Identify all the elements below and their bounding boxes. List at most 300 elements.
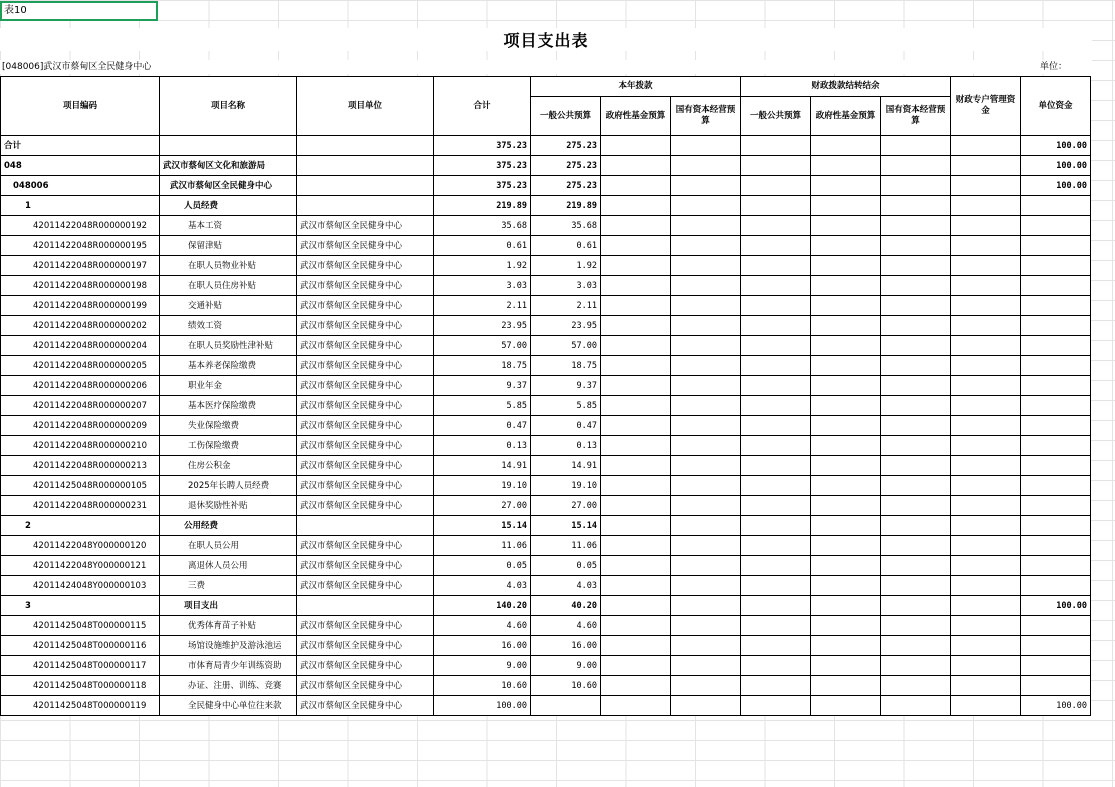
- cell-general[interactable]: 3.03: [531, 276, 601, 296]
- cell-code[interactable]: 42011422048Y000000121: [1, 556, 160, 576]
- cell-code[interactable]: 42011425048R000000105: [1, 476, 160, 496]
- cell-state-carry[interactable]: [881, 136, 951, 156]
- cell-state[interactable]: [671, 476, 741, 496]
- cell-name[interactable]: 在职人员物业补贴: [160, 256, 297, 276]
- cell-total[interactable]: 23.95: [434, 316, 531, 336]
- cell-unit[interactable]: 武汉市蔡甸区全民健身中心: [297, 456, 434, 476]
- cell-special[interactable]: [951, 676, 1021, 696]
- cell-special[interactable]: [951, 416, 1021, 436]
- cell-fund-carry[interactable]: [811, 456, 881, 476]
- cell-state[interactable]: [671, 496, 741, 516]
- cell-state[interactable]: [671, 536, 741, 556]
- cell-fund-carry[interactable]: [811, 236, 881, 256]
- cell-general-carry[interactable]: [741, 136, 811, 156]
- cell-own[interactable]: [1021, 396, 1091, 416]
- cell-state[interactable]: [671, 516, 741, 536]
- table-row[interactable]: [1, 316, 1091, 336]
- cell-unit[interactable]: 武汉市蔡甸区全民健身中心: [297, 396, 434, 416]
- cell-total[interactable]: 0.05: [434, 556, 531, 576]
- cell-fund-carry[interactable]: [811, 696, 881, 716]
- cell-code[interactable]: 3: [1, 596, 160, 616]
- cell-general-carry[interactable]: [741, 636, 811, 656]
- cell-general-carry[interactable]: [741, 176, 811, 196]
- cell-name[interactable]: 基本医疗保险缴费: [160, 396, 297, 416]
- cell-unit[interactable]: 武汉市蔡甸区全民健身中心: [297, 216, 434, 236]
- cell-fund[interactable]: [601, 216, 671, 236]
- cell-name[interactable]: 武汉市蔡甸区全民健身中心: [160, 176, 297, 196]
- cell-general[interactable]: 18.75: [531, 356, 601, 376]
- cell-total[interactable]: 219.89: [434, 196, 531, 216]
- cell-state-carry[interactable]: [881, 316, 951, 336]
- table-row[interactable]: [1, 336, 1091, 356]
- cell-general[interactable]: [531, 696, 601, 716]
- cell-fund-carry[interactable]: [811, 216, 881, 236]
- cell-code[interactable]: 42011422048R000000197: [1, 256, 160, 276]
- cell-unit[interactable]: 武汉市蔡甸区全民健身中心: [297, 316, 434, 336]
- cell-general[interactable]: 5.85: [531, 396, 601, 416]
- cell-own[interactable]: 100.00: [1021, 176, 1091, 196]
- cell-general-carry[interactable]: [741, 596, 811, 616]
- cell-general-carry[interactable]: [741, 376, 811, 396]
- cell-own[interactable]: [1021, 296, 1091, 316]
- cell-special[interactable]: [951, 436, 1021, 456]
- cell-general-carry[interactable]: [741, 276, 811, 296]
- cell-special[interactable]: [951, 196, 1021, 216]
- cell-unit[interactable]: 武汉市蔡甸区全民健身中心: [297, 576, 434, 596]
- cell-code[interactable]: 42011425048T000000117: [1, 656, 160, 676]
- cell-own[interactable]: [1021, 496, 1091, 516]
- cell-name[interactable]: [160, 136, 297, 156]
- cell-fund[interactable]: [601, 616, 671, 636]
- cell-code[interactable]: 42011422048R000000209: [1, 416, 160, 436]
- cell-name[interactable]: 住房公积金: [160, 456, 297, 476]
- cell-own[interactable]: [1021, 456, 1091, 476]
- cell-state[interactable]: [671, 236, 741, 256]
- cell-name[interactable]: 全民健身中心单位往来款: [160, 696, 297, 716]
- cell-general-carry[interactable]: [741, 296, 811, 316]
- cell-own[interactable]: 100.00: [1021, 156, 1091, 176]
- cell-state-carry[interactable]: [881, 656, 951, 676]
- cell-general-carry[interactable]: [741, 696, 811, 716]
- sheet-tag-cell[interactable]: 表10: [0, 1, 158, 21]
- cell-special[interactable]: [951, 376, 1021, 396]
- cell-special[interactable]: [951, 336, 1021, 356]
- cell-total[interactable]: 4.60: [434, 616, 531, 636]
- cell-unit[interactable]: [297, 176, 434, 196]
- cell-total[interactable]: 3.03: [434, 276, 531, 296]
- table-row[interactable]: [1, 536, 1091, 556]
- cell-special[interactable]: [951, 236, 1021, 256]
- cell-total[interactable]: 9.00: [434, 656, 531, 676]
- cell-special[interactable]: [951, 516, 1021, 536]
- cell-state[interactable]: [671, 196, 741, 216]
- cell-fund-carry[interactable]: [811, 136, 881, 156]
- cell-unit[interactable]: 武汉市蔡甸区全民健身中心: [297, 236, 434, 256]
- cell-special[interactable]: [951, 216, 1021, 236]
- cell-state-carry[interactable]: [881, 356, 951, 376]
- cell-total[interactable]: 5.85: [434, 396, 531, 416]
- table-row[interactable]: [1, 616, 1091, 636]
- cell-name[interactable]: 市体育局青少年训练资助: [160, 656, 297, 676]
- cell-general[interactable]: 14.91: [531, 456, 601, 476]
- cell-special[interactable]: [951, 156, 1021, 176]
- cell-fund-carry[interactable]: [811, 636, 881, 656]
- cell-name[interactable]: 工伤保险缴费: [160, 436, 297, 456]
- cell-fund-carry[interactable]: [811, 176, 881, 196]
- cell-state-carry[interactable]: [881, 616, 951, 636]
- cell-general[interactable]: 275.23: [531, 156, 601, 176]
- table-row[interactable]: [1, 656, 1091, 676]
- cell-state[interactable]: [671, 356, 741, 376]
- cell-state-carry[interactable]: [881, 676, 951, 696]
- cell-general-carry[interactable]: [741, 656, 811, 676]
- cell-general[interactable]: 57.00: [531, 336, 601, 356]
- cell-state-carry[interactable]: [881, 536, 951, 556]
- cell-name[interactable]: 基本工资: [160, 216, 297, 236]
- cell-fund[interactable]: [601, 136, 671, 156]
- cell-state-carry[interactable]: [881, 396, 951, 416]
- cell-state-carry[interactable]: [881, 176, 951, 196]
- cell-total[interactable]: 18.75: [434, 356, 531, 376]
- cell-code[interactable]: 42011422048R000000195: [1, 236, 160, 256]
- cell-state-carry[interactable]: [881, 516, 951, 536]
- cell-name[interactable]: 项目支出: [160, 596, 297, 616]
- table-row[interactable]: [1, 376, 1091, 396]
- cell-fund[interactable]: [601, 476, 671, 496]
- cell-unit[interactable]: 武汉市蔡甸区全民健身中心: [297, 416, 434, 436]
- cell-special[interactable]: [951, 536, 1021, 556]
- cell-name[interactable]: 在职人员公用: [160, 536, 297, 556]
- cell-unit[interactable]: 武汉市蔡甸区全民健身中心: [297, 656, 434, 676]
- cell-fund-carry[interactable]: [811, 156, 881, 176]
- cell-fund-carry[interactable]: [811, 316, 881, 336]
- cell-code[interactable]: 42011422048R000000206: [1, 376, 160, 396]
- cell-general[interactable]: 27.00: [531, 496, 601, 516]
- table-row[interactable]: [1, 496, 1091, 516]
- cell-fund[interactable]: [601, 676, 671, 696]
- cell-general-carry[interactable]: [741, 156, 811, 176]
- cell-name[interactable]: 在职人员奖励性津补贴: [160, 336, 297, 356]
- cell-fund-carry[interactable]: [811, 416, 881, 436]
- cell-total[interactable]: 35.68: [434, 216, 531, 236]
- cell-special[interactable]: [951, 396, 1021, 416]
- cell-fund[interactable]: [601, 276, 671, 296]
- cell-general[interactable]: 15.14: [531, 516, 601, 536]
- cell-code[interactable]: 合计: [1, 136, 160, 156]
- cell-general[interactable]: 1.92: [531, 256, 601, 276]
- cell-special[interactable]: [951, 176, 1021, 196]
- cell-total[interactable]: 27.00: [434, 496, 531, 516]
- cell-name[interactable]: 基本养老保险缴费: [160, 356, 297, 376]
- table-row[interactable]: [1, 276, 1091, 296]
- table-row[interactable]: [1, 556, 1091, 576]
- cell-code[interactable]: 42011422048R000000213: [1, 456, 160, 476]
- cell-total[interactable]: 0.61: [434, 236, 531, 256]
- cell-general-carry[interactable]: [741, 676, 811, 696]
- cell-general-carry[interactable]: [741, 536, 811, 556]
- cell-state-carry[interactable]: [881, 496, 951, 516]
- cell-general[interactable]: 275.23: [531, 136, 601, 156]
- table-row[interactable]: [1, 356, 1091, 376]
- cell-state-carry[interactable]: [881, 456, 951, 476]
- cell-total[interactable]: 1.92: [434, 256, 531, 276]
- cell-state[interactable]: [671, 136, 741, 156]
- cell-state[interactable]: [671, 216, 741, 236]
- cell-unit[interactable]: 武汉市蔡甸区全民健身中心: [297, 676, 434, 696]
- table-row[interactable]: [1, 296, 1091, 316]
- cell-fund[interactable]: [601, 236, 671, 256]
- cell-special[interactable]: [951, 276, 1021, 296]
- cell-state[interactable]: [671, 256, 741, 276]
- cell-general-carry[interactable]: [741, 496, 811, 516]
- cell-fund-carry[interactable]: [811, 616, 881, 636]
- cell-state[interactable]: [671, 596, 741, 616]
- cell-fund[interactable]: [601, 316, 671, 336]
- cell-general[interactable]: 219.89: [531, 196, 601, 216]
- cell-code[interactable]: 42011424048Y000000103: [1, 576, 160, 596]
- cell-state-carry[interactable]: [881, 256, 951, 276]
- cell-special[interactable]: [951, 296, 1021, 316]
- cell-general[interactable]: 23.95: [531, 316, 601, 336]
- cell-total[interactable]: 0.47: [434, 416, 531, 436]
- cell-total[interactable]: 15.14: [434, 516, 531, 536]
- cell-fund-carry[interactable]: [811, 196, 881, 216]
- table-row[interactable]: [1, 256, 1091, 276]
- cell-state[interactable]: [671, 656, 741, 676]
- cell-fund-carry[interactable]: [811, 256, 881, 276]
- cell-own[interactable]: 100.00: [1021, 136, 1091, 156]
- cell-fund[interactable]: [601, 196, 671, 216]
- cell-total[interactable]: 0.13: [434, 436, 531, 456]
- cell-own[interactable]: [1021, 376, 1091, 396]
- cell-total[interactable]: 9.37: [434, 376, 531, 396]
- cell-state-carry[interactable]: [881, 436, 951, 456]
- cell-total[interactable]: 11.06: [434, 536, 531, 556]
- cell-general[interactable]: 0.47: [531, 416, 601, 436]
- table-row[interactable]: [1, 596, 1091, 616]
- cell-general[interactable]: 4.60: [531, 616, 601, 636]
- cell-name[interactable]: 离退休人员公用: [160, 556, 297, 576]
- cell-general-carry[interactable]: [741, 416, 811, 436]
- cell-unit[interactable]: 武汉市蔡甸区全民健身中心: [297, 336, 434, 356]
- cell-name[interactable]: 人员经费: [160, 196, 297, 216]
- cell-total[interactable]: 375.23: [434, 136, 531, 156]
- cell-special[interactable]: [951, 456, 1021, 476]
- cell-own[interactable]: [1021, 676, 1091, 696]
- cell-code[interactable]: 42011422048R000000199: [1, 296, 160, 316]
- cell-name[interactable]: 办证、注册、训练、竞赛: [160, 676, 297, 696]
- cell-fund[interactable]: [601, 656, 671, 676]
- cell-code[interactable]: 42011422048R000000205: [1, 356, 160, 376]
- table-row[interactable]: [1, 236, 1091, 256]
- cell-fund[interactable]: [601, 336, 671, 356]
- cell-fund[interactable]: [601, 416, 671, 436]
- cell-fund[interactable]: [601, 456, 671, 476]
- cell-own[interactable]: [1021, 536, 1091, 556]
- cell-code[interactable]: 42011422048R000000207: [1, 396, 160, 416]
- cell-general-carry[interactable]: [741, 476, 811, 496]
- cell-general[interactable]: 16.00: [531, 636, 601, 656]
- cell-own[interactable]: [1021, 576, 1091, 596]
- cell-name[interactable]: 保留津贴: [160, 236, 297, 256]
- cell-special[interactable]: [951, 576, 1021, 596]
- table-row[interactable]: [1, 216, 1091, 236]
- cell-total[interactable]: 4.03: [434, 576, 531, 596]
- cell-state[interactable]: [671, 416, 741, 436]
- cell-general-carry[interactable]: [741, 256, 811, 276]
- cell-code[interactable]: 42011422048R000000204: [1, 336, 160, 356]
- cell-fund[interactable]: [601, 356, 671, 376]
- cell-general-carry[interactable]: [741, 616, 811, 636]
- cell-unit[interactable]: 武汉市蔡甸区全民健身中心: [297, 496, 434, 516]
- table-row[interactable]: [1, 156, 1091, 176]
- cell-fund-carry[interactable]: [811, 516, 881, 536]
- cell-own[interactable]: [1021, 436, 1091, 456]
- cell-name[interactable]: 在职人员住房补贴: [160, 276, 297, 296]
- cell-state[interactable]: [671, 276, 741, 296]
- table-row[interactable]: [1, 436, 1091, 456]
- cell-general-carry[interactable]: [741, 336, 811, 356]
- cell-state[interactable]: [671, 676, 741, 696]
- cell-fund[interactable]: [601, 396, 671, 416]
- table-row[interactable]: [1, 416, 1091, 436]
- cell-code[interactable]: 42011422048Y000000120: [1, 536, 160, 556]
- cell-fund[interactable]: [601, 696, 671, 716]
- cell-own[interactable]: [1021, 256, 1091, 276]
- cell-state[interactable]: [671, 336, 741, 356]
- cell-unit[interactable]: 武汉市蔡甸区全民健身中心: [297, 356, 434, 376]
- cell-fund-carry[interactable]: [811, 536, 881, 556]
- cell-fund-carry[interactable]: [811, 356, 881, 376]
- cell-own[interactable]: [1021, 316, 1091, 336]
- cell-general[interactable]: 275.23: [531, 176, 601, 196]
- cell-total[interactable]: 57.00: [434, 336, 531, 356]
- cell-code[interactable]: 048006: [1, 176, 160, 196]
- cell-unit[interactable]: [297, 156, 434, 176]
- cell-general[interactable]: 9.37: [531, 376, 601, 396]
- cell-state[interactable]: [671, 556, 741, 576]
- cell-unit[interactable]: 武汉市蔡甸区全民健身中心: [297, 476, 434, 496]
- cell-total[interactable]: 10.60: [434, 676, 531, 696]
- cell-code[interactable]: 42011425048T000000118: [1, 676, 160, 696]
- cell-state-carry[interactable]: [881, 196, 951, 216]
- cell-fund[interactable]: [601, 156, 671, 176]
- table-row[interactable]: [1, 196, 1091, 216]
- cell-state-carry[interactable]: [881, 696, 951, 716]
- cell-total[interactable]: 2.11: [434, 296, 531, 316]
- cell-general[interactable]: 11.06: [531, 536, 601, 556]
- cell-unit[interactable]: 武汉市蔡甸区全民健身中心: [297, 636, 434, 656]
- cell-general-carry[interactable]: [741, 236, 811, 256]
- cell-fund-carry[interactable]: [811, 476, 881, 496]
- cell-general[interactable]: 19.10: [531, 476, 601, 496]
- cell-fund[interactable]: [601, 436, 671, 456]
- cell-fund-carry[interactable]: [811, 376, 881, 396]
- cell-fund[interactable]: [601, 296, 671, 316]
- cell-code[interactable]: 42011425048T000000116: [1, 636, 160, 656]
- cell-fund-carry[interactable]: [811, 576, 881, 596]
- cell-state[interactable]: [671, 696, 741, 716]
- cell-own[interactable]: [1021, 276, 1091, 296]
- cell-unit[interactable]: [297, 516, 434, 536]
- cell-state-carry[interactable]: [881, 236, 951, 256]
- cell-fund[interactable]: [601, 516, 671, 536]
- cell-state[interactable]: [671, 376, 741, 396]
- cell-state[interactable]: [671, 576, 741, 596]
- cell-general[interactable]: 9.00: [531, 656, 601, 676]
- cell-special[interactable]: [951, 496, 1021, 516]
- table-row[interactable]: [1, 696, 1091, 716]
- cell-fund[interactable]: [601, 376, 671, 396]
- table-row[interactable]: [1, 476, 1091, 496]
- cell-state[interactable]: [671, 296, 741, 316]
- cell-unit[interactable]: 武汉市蔡甸区全民健身中心: [297, 436, 434, 456]
- cell-unit[interactable]: 武汉市蔡甸区全民健身中心: [297, 256, 434, 276]
- cell-own[interactable]: [1021, 476, 1091, 496]
- cell-general[interactable]: 4.03: [531, 576, 601, 596]
- cell-state[interactable]: [671, 636, 741, 656]
- cell-unit[interactable]: 武汉市蔡甸区全民健身中心: [297, 556, 434, 576]
- cell-name[interactable]: 职业年金: [160, 376, 297, 396]
- cell-state-carry[interactable]: [881, 276, 951, 296]
- cell-fund[interactable]: [601, 576, 671, 596]
- cell-general-carry[interactable]: [741, 196, 811, 216]
- cell-general[interactable]: 40.20: [531, 596, 601, 616]
- cell-special[interactable]: [951, 356, 1021, 376]
- cell-total[interactable]: 375.23: [434, 156, 531, 176]
- cell-own[interactable]: [1021, 636, 1091, 656]
- cell-total[interactable]: 19.10: [434, 476, 531, 496]
- cell-own[interactable]: [1021, 616, 1091, 636]
- table-row[interactable]: [1, 456, 1091, 476]
- cell-unit[interactable]: 武汉市蔡甸区全民健身中心: [297, 276, 434, 296]
- cell-unit[interactable]: [297, 596, 434, 616]
- cell-fund-carry[interactable]: [811, 276, 881, 296]
- cell-name[interactable]: 三费: [160, 576, 297, 596]
- cell-fund[interactable]: [601, 496, 671, 516]
- cell-general-carry[interactable]: [741, 216, 811, 236]
- cell-special[interactable]: [951, 616, 1021, 636]
- cell-own[interactable]: [1021, 216, 1091, 236]
- cell-special[interactable]: [951, 696, 1021, 716]
- cell-state-carry[interactable]: [881, 596, 951, 616]
- table-row[interactable]: [1, 136, 1091, 156]
- cell-special[interactable]: [951, 316, 1021, 336]
- cell-unit[interactable]: 武汉市蔡甸区全民健身中心: [297, 376, 434, 396]
- cell-fund[interactable]: [601, 256, 671, 276]
- table-row[interactable]: [1, 396, 1091, 416]
- cell-state-carry[interactable]: [881, 556, 951, 576]
- cell-fund-carry[interactable]: [811, 296, 881, 316]
- cell-name[interactable]: 绩效工资: [160, 316, 297, 336]
- cell-state[interactable]: [671, 616, 741, 636]
- cell-name[interactable]: 失业保险缴费: [160, 416, 297, 436]
- cell-general[interactable]: 0.13: [531, 436, 601, 456]
- cell-state-carry[interactable]: [881, 216, 951, 236]
- cell-fund-carry[interactable]: [811, 556, 881, 576]
- cell-state[interactable]: [671, 156, 741, 176]
- cell-own[interactable]: [1021, 416, 1091, 436]
- cell-name[interactable]: 武汉市蔡甸区文化和旅游局: [160, 156, 297, 176]
- cell-special[interactable]: [951, 656, 1021, 676]
- cell-state[interactable]: [671, 316, 741, 336]
- cell-general[interactable]: 35.68: [531, 216, 601, 236]
- cell-fund-carry[interactable]: [811, 496, 881, 516]
- cell-special[interactable]: [951, 636, 1021, 656]
- cell-total[interactable]: 140.20: [434, 596, 531, 616]
- cell-state-carry[interactable]: [881, 336, 951, 356]
- cell-code[interactable]: 2: [1, 516, 160, 536]
